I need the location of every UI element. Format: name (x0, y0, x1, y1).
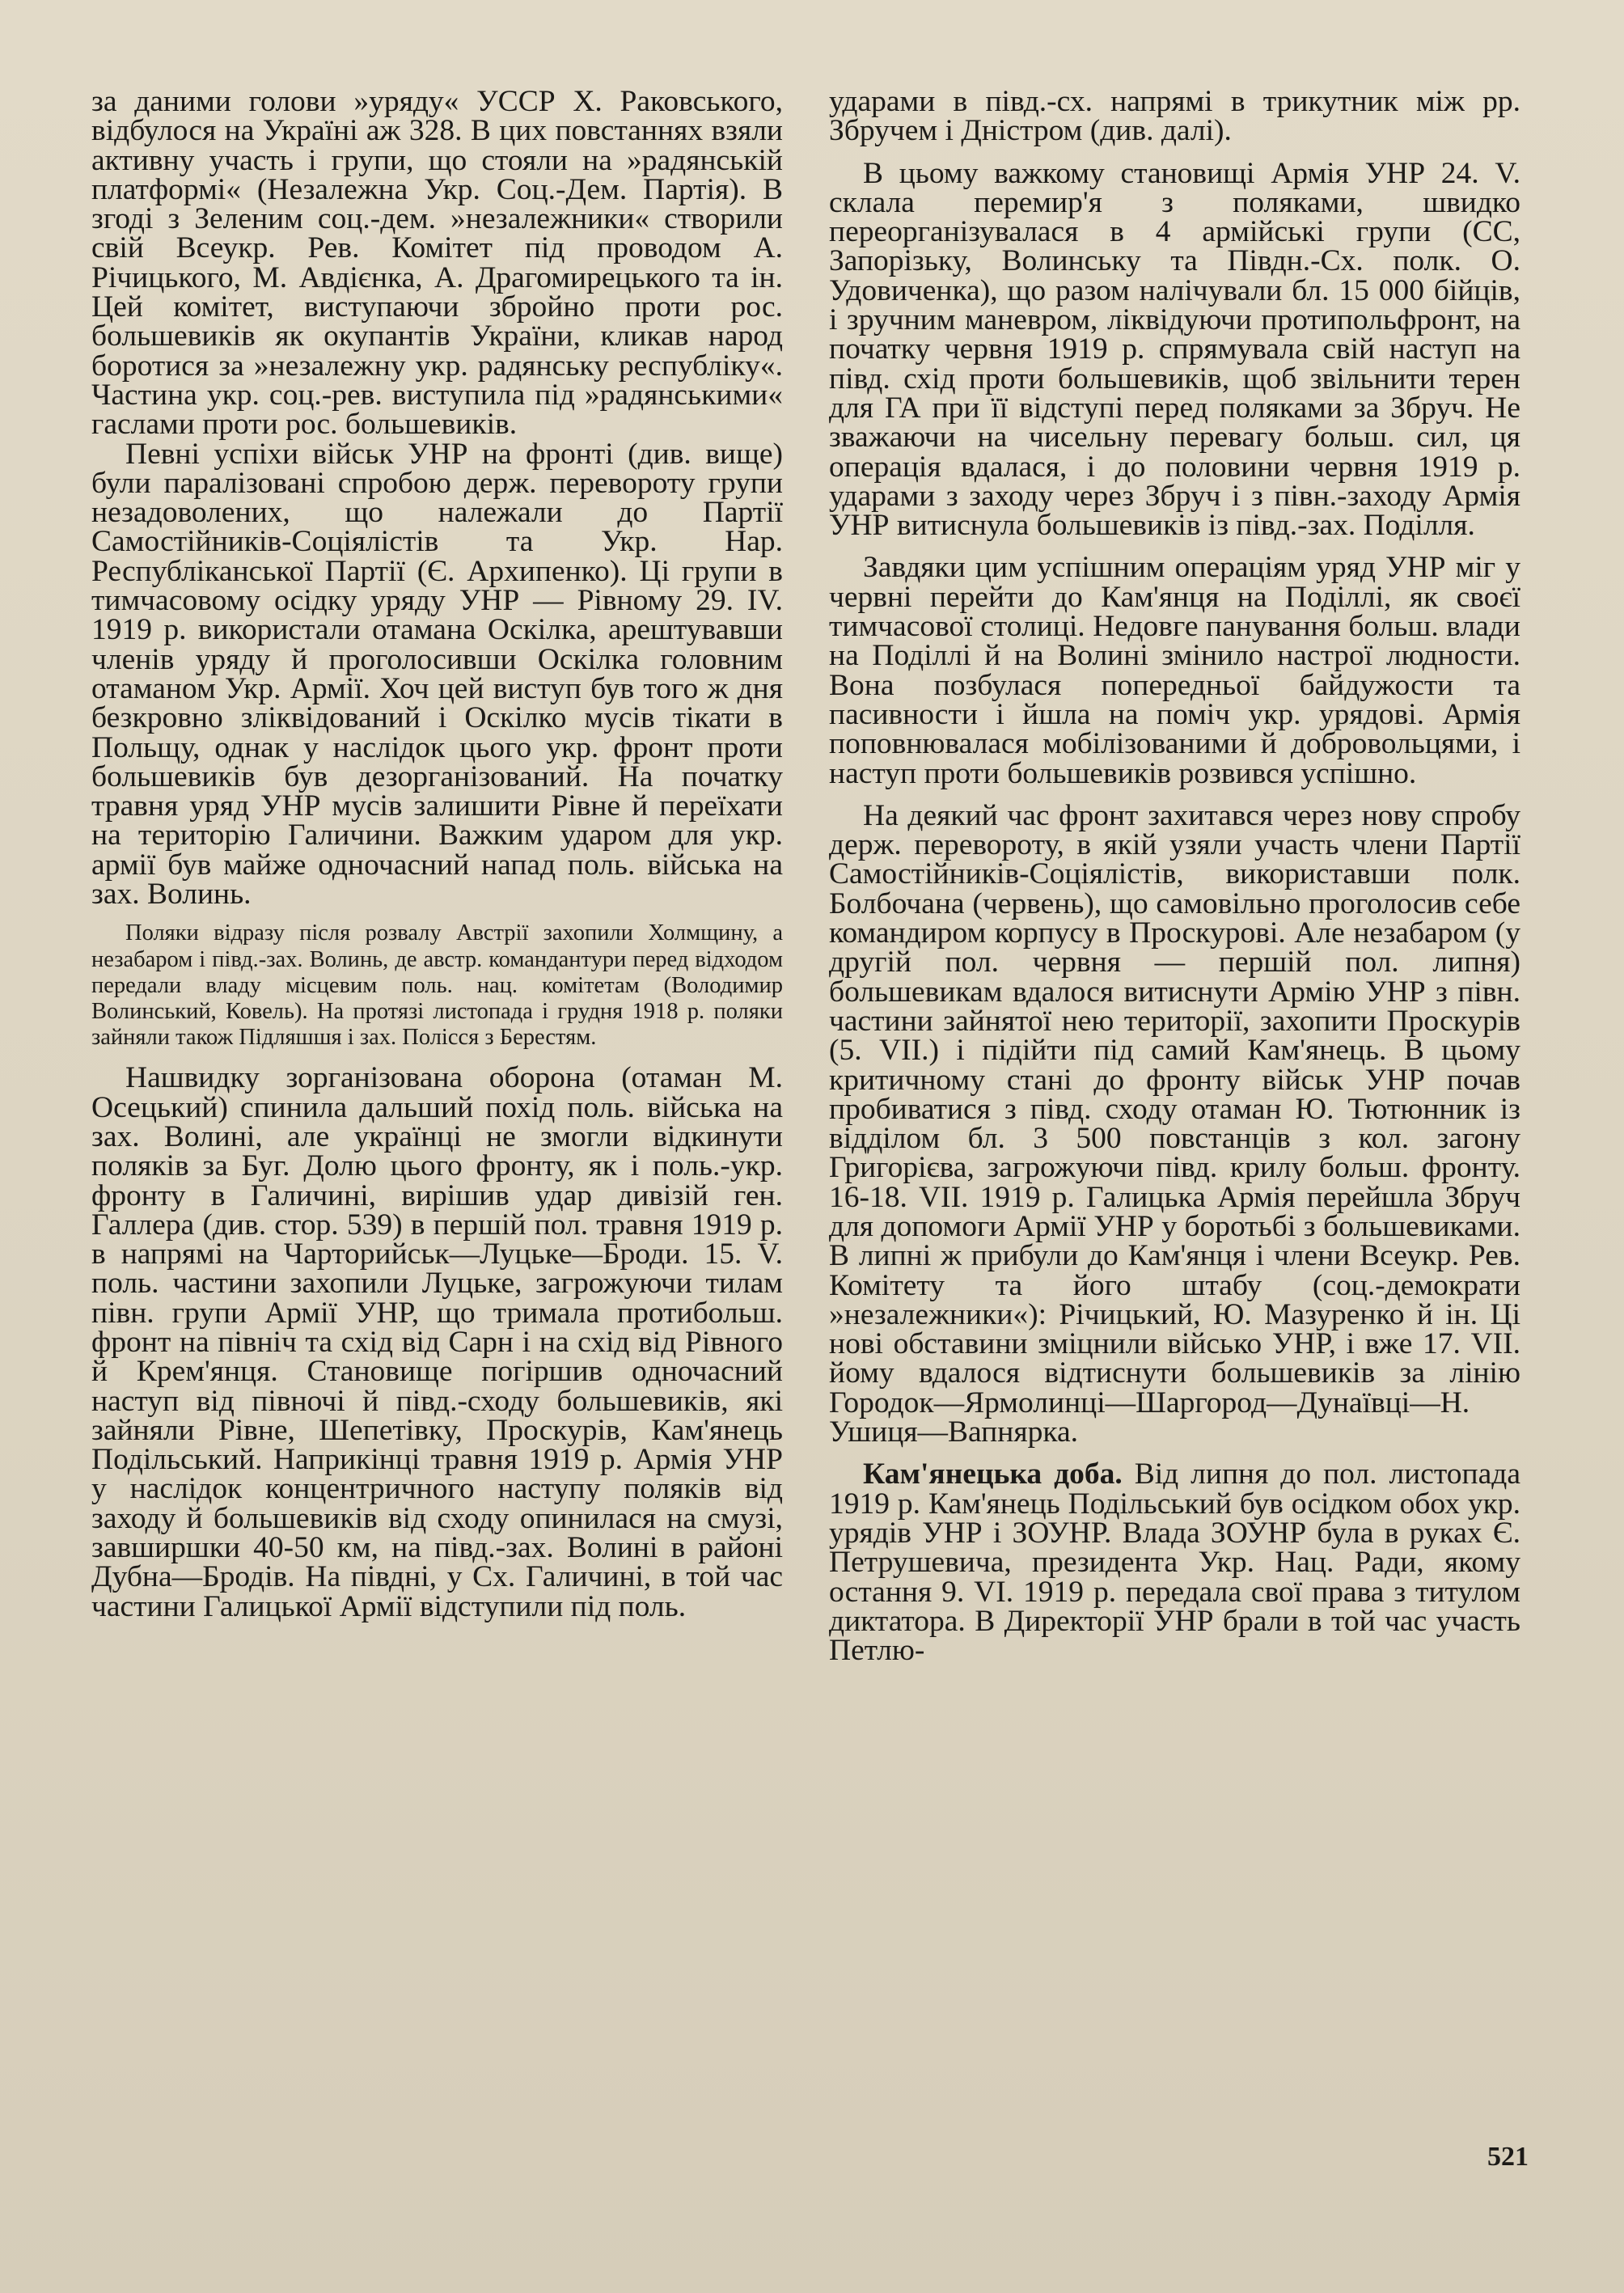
paragraph: за даними голови »уряду« УССР Х. Раковського, відбулося на Україні аж 328. В цих повстаннях взяли активну участь і групи, що стояли на »радянській платформі« (Незалежна Укр. Соц.-Дем. Партія). В згоді з Зеленим соц.-дем. »незалежники« створили свій Всеукр. Рев. Комітет під проводом А. Річицького, М. Авдієнка, А. Драгомирецького та ін. Цей комітет, виступаючи збройно проти рос. большевиків як окупантів України, кликав народ боротися за »незалежну укр. радянську республіку«. Частина укр. соц.-рев. виступила під »радянськими« гаслами проти рос. большевиків. (91, 85, 783, 442)
paragraph-text: Від липня до пол. листопада 1919 р. Кам'янець Подільський був осідком обох укр. урядів УНР і ЗОУНР. Влада ЗОУНР була в руках Є. Петрушевича, президента Укр. Нац. Ради, якому остання 9. VI. 1919 р. передала свої права з титулом диктатора. В Директорії УНР брали в той час участь Петлю- (829, 1457, 1520, 1668)
paragraph: ударами в півд.-сх. напрямі в трикутник між рр. Збручем і Дністром (див. далі). (829, 85, 1520, 148)
paragraph: Певні успіхи військ УНР на фронті (див. вище) були паралізовані спробою держ. перевороту групи незадоволених, що належали до Партії Самостійників-Соціялістів та Укр. Нар. Республіканської Партії (Є. Архипенко). Ці групи в тимчасовому осідку уряду УНР — Рівному 29. IV. 1919 р. використали отамана Оскілка, арештувавши членів уряду й проголосивши Оскілка головним отаманом Укр. Армії. Хоч цей виступ був того ж дня безкровно зліквідований і Оскілко мусів тікати в Польщу, однак у наслідок цього укр. фронт проти большевиків був дезорганізований. На початку травня уряд УНР мусів залишити Рівне й переїхати на територію Галичини. Важким ударом для укр. армії був майже одночасний напад поль. війська на зах. Волинь. (91, 437, 783, 912)
small-print-paragraph: Поляки відразу після розвалу Австрії захопили Холмщину, а незабаром і півд.-зах. Волинь, де австр. командантури перед відходом передали владу місцевим поль. нац. комітетам (Володимир Волинський, Ковель). На протязі листопада і грудня 1918 р. поляки зайняли також Підляшшя і зах. Полісся з Берестям. (91, 920, 783, 1051)
paragraph: Нашвидку зорганізована оборона (отаман М. Осецький) спинила дальший похід поль. війська на зах. Волині, але українці не змогли відкинути поляків за Буг. Долю цього фронту, як і поль.-укр. фронту в Галичині, вирішив удар дивізій ген. Галлера (див. стор. 539) в першій пол. травня 1919 р. в напрямі на Чарторийськ—Луцьке—Броди. 15. V. поль. частини захопили Луцьке, загрожуючи тилам півн. групи Армії УНР, що тримала протибольш. фронт на північ та схід від Сарн і на схід від Рівного й Крем'янця. Становище погіршив одночасний наступ від півночі й півд.-сходу большевиків, які зайняли Рівне, Шепетівку, Проскурів, Кам'янець Подільський. Наприкінці травня 1919 р. Армія УНР у наслідок концентричного наступу поляків від заходу й большевиків від сходу опинилася на смузі, завширшки 40-50 км, на півд.-зах. Волині в районі Дубна—Бродів. На півдні, у Сх. Галичині, в той час частини Галицької Армії відступили під поль. (91, 1061, 783, 1623)
left-column (91, 87, 783, 1622)
paragraph: На деякий час фронт захитався через нову спробу держ. перевороту, в якій узяли участь члени Партії Самостійників-Соціялістів, використавши полк. Болбочана (червень), що самовільно проголосив себе командиром корпусу в Проскурові. Але незабаром (у другій пол. червня — першій пол. липня) большевикам вдалося витиснути Армію УНР з півн. частини зайнятої нею території, захопити Проскурів (5. VII.) і підійти під самий Кам'янець. В цьому критичному стані до фронту військ УНР почав пробиватися з півд. сходу отаман Ю. Тютюнник із відділом бл. 3 500 повстанців з кол. загону Григорієва, загрожуючи півд. крилу больш. фронту. 16-18. VII. 1919 р. Галицька Армія перейшла Збруч для допомоги Армії УНР у боротьбі з большевиками. В липні ж прибули до Кам'янця і члени Всеукр. Рев. Комітету та його штабу (соц.-демократи »незалежники«): Річицький, Ю. Мазуренко й ін. Ці нові обставини зміцнили військо УНР, і вже 17. VII. йому вдалося відтиснути большевиків за лінію Городок—Ярмолинці—Шаргород—Дунаївці—Н. Ушиця—Вапнярка. (829, 798, 1520, 1449)
section-paragraph (829, 1457, 1520, 1668)
section-heading: Кам'янецька доба. (863, 1457, 1123, 1491)
right-column (829, 85, 1520, 1668)
paragraph: Завдяки цим успішним операціям уряд УНР міг у червні перейти до Кам'янця на Поділлі, як своєї тимчасової столиці. Недовге панування больш. влади на Поділлі й на Волині змінило настрої людности. Вона позбулася попередньої байдужости та пасивности і йшла на поміч укр. урядові. Армія поповнювалася мобілізованими й добровольцями, і наступ проти большевиків розвився успішно. (829, 551, 1520, 790)
paragraph: В цьому важкому становищі Армія УНР 24. V. склала перемир'я з поляками, швидко переорганізувалася в 4 армійські групи (СС, Запорізьку, Волинську та Півдн.-Сх. полк. О. Удовиченка), що разом налічували бл. 15 000 бійців, і зручним маневром, ліквідуючи протипольфронт, на початку червня 1919 р. спрямувала свій наступ на півд. схід проти большевиків, щоб звільнити терен для ГА при її відступі перед поляками за Збруч. Не зважаючи на чисельну перевагу больш. сил, ця операція вдалася, і до половини червня 1919 р. ударами з заходу через Збруч і з півн.-заходу Армія УНР витиснула большевиків із півд.-зах. Поділля. (829, 156, 1520, 543)
page-number: 521 (1487, 2142, 1529, 2172)
